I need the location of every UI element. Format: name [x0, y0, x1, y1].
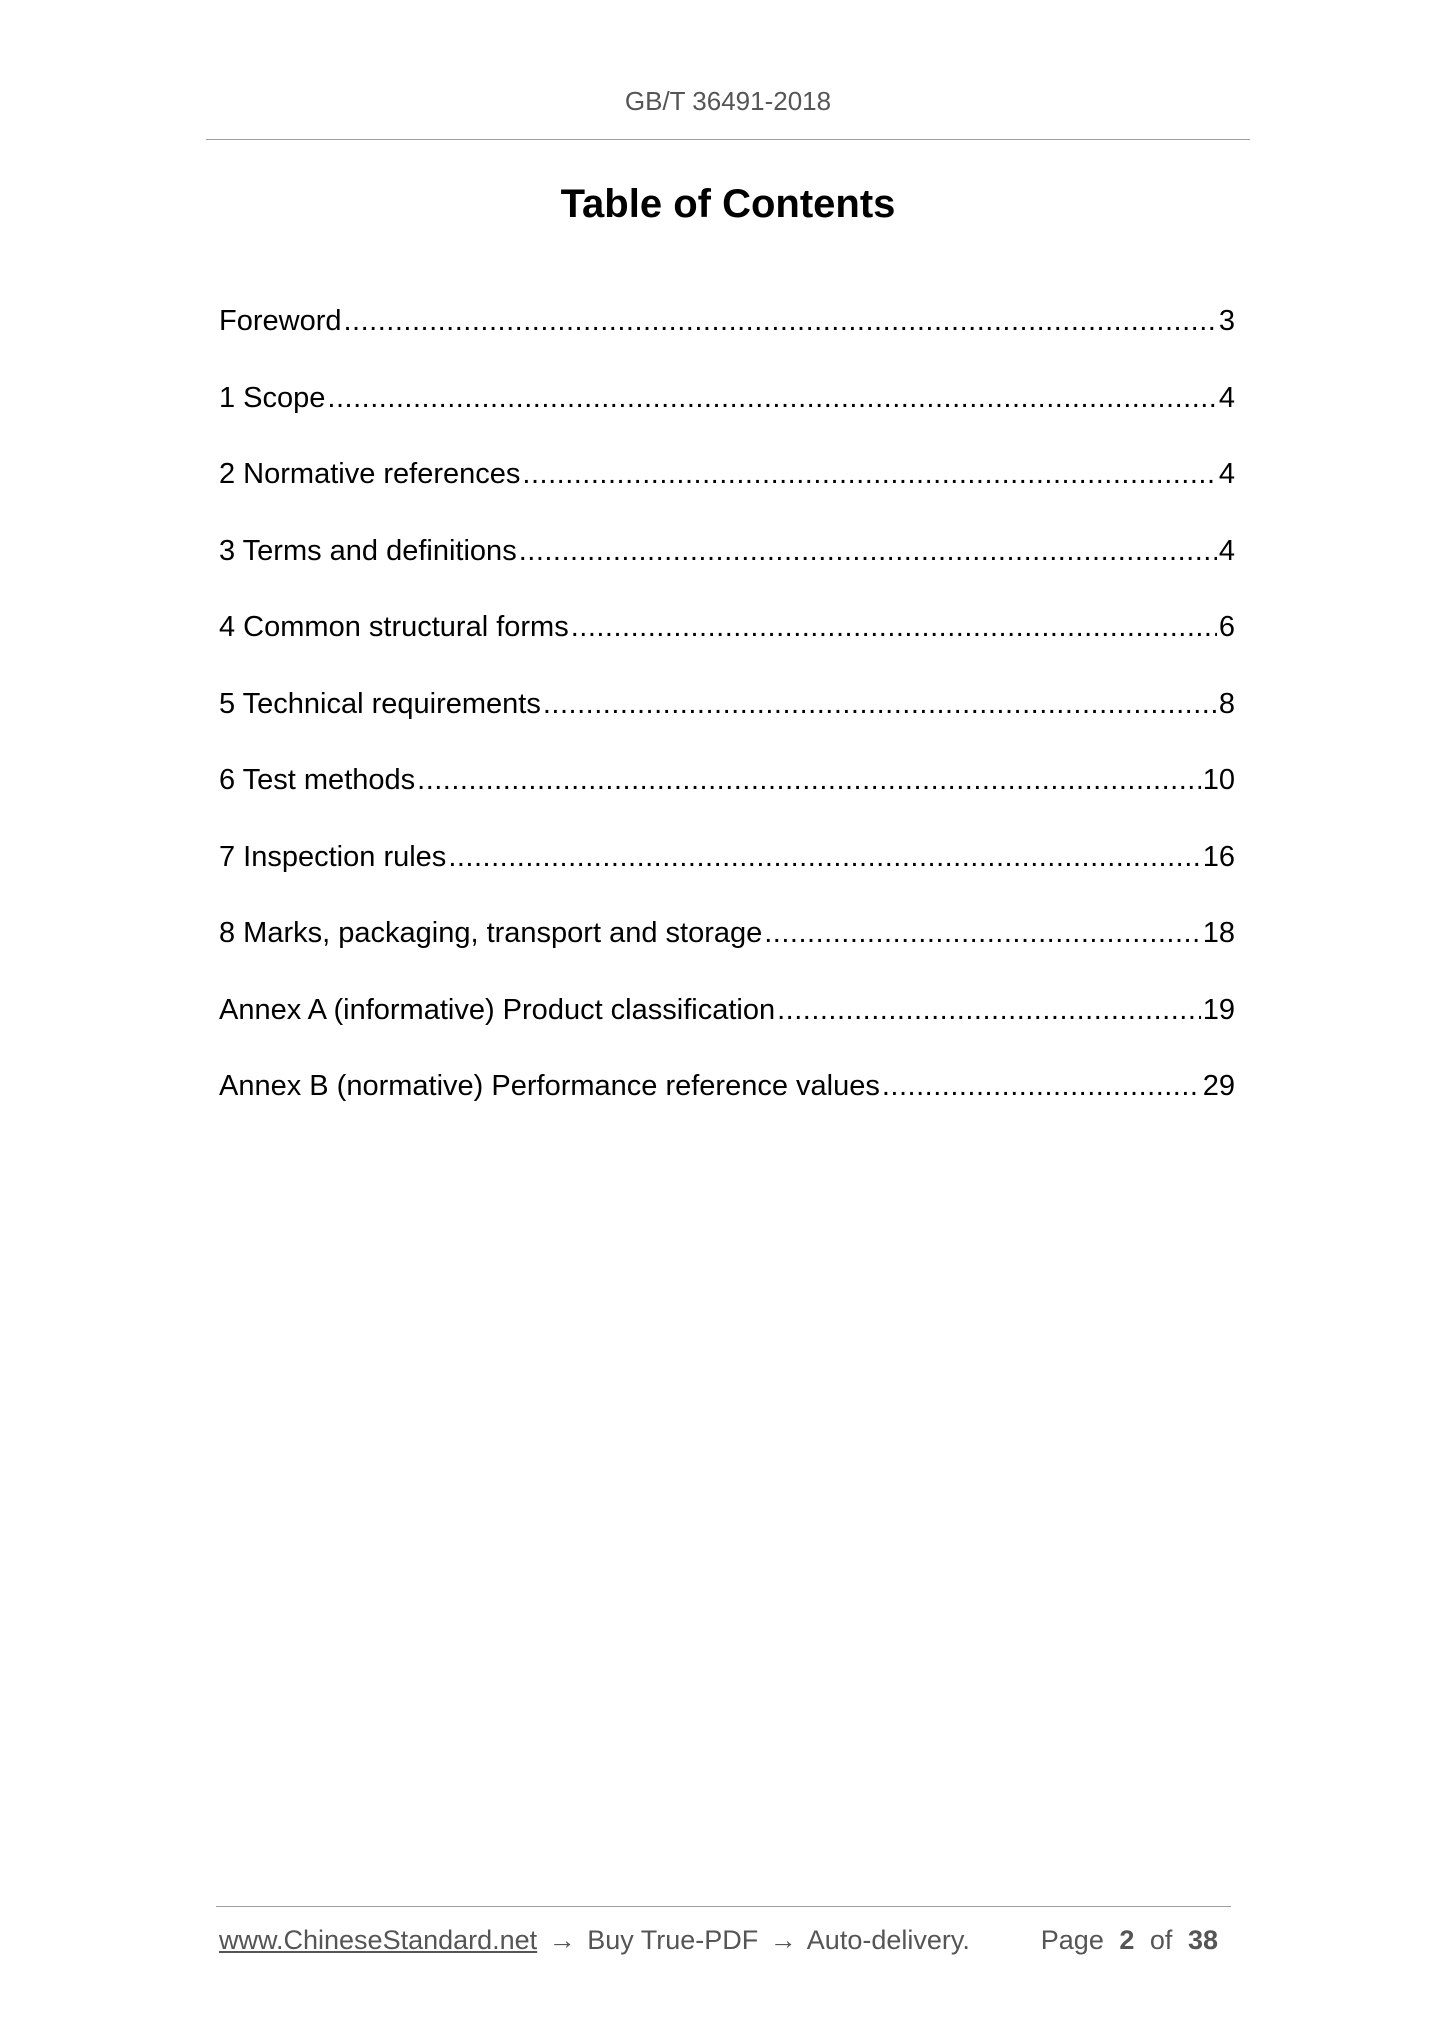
toc-entry-common-structural-forms[interactable]: [219, 611, 1235, 688]
toc-dot-leader: [344, 305, 1217, 338]
toc-entry-page: 19: [1202, 993, 1235, 1026]
toc-list: [219, 305, 1235, 1147]
toc-entry-label: 4 Common structural forms: [219, 611, 569, 643]
footer-promo: [219, 1925, 970, 1956]
toc-entry-label: 2 Normative references: [219, 458, 521, 490]
toc-entry-label: 3 Terms and definitions: [219, 534, 517, 567]
toc-entry-label: Foreword: [219, 305, 342, 337]
header-divider: [206, 139, 1250, 140]
toc-dot-leader: [777, 994, 1201, 1027]
toc-dot-leader: [882, 1070, 1201, 1103]
toc-entry-page: 6: [1218, 611, 1235, 643]
toc-entry-annex-b[interactable]: [219, 1070, 1235, 1147]
toc-entry-page: 10: [1202, 764, 1235, 796]
toc-entry-page: 8: [1218, 687, 1235, 720]
toc-entry-foreword[interactable]: [219, 305, 1235, 382]
toc-entry-page: 4: [1218, 381, 1235, 414]
toc-dot-leader: [448, 841, 1200, 874]
toc-entry-page: 29: [1202, 1070, 1235, 1102]
toc-dot-leader: [764, 917, 1200, 950]
toc-entry-scope[interactable]: [219, 382, 1235, 459]
site-link[interactable]: www.ChineseStandard.net: [219, 1925, 538, 1955]
page-indicator: [1041, 1925, 1226, 1956]
total-pages-number: 38: [1187, 1925, 1218, 1955]
delivery-text: Auto-delivery.: [806, 1925, 970, 1955]
toc-entry-page: 18: [1202, 917, 1235, 949]
toc-dot-leader: [543, 688, 1217, 721]
of-word: of: [1149, 1925, 1173, 1955]
arrow-right-icon: →: [769, 1925, 797, 1955]
buy-text: Buy True-PDF: [587, 1925, 759, 1955]
footer-divider: [216, 1906, 1231, 1907]
toc-dot-leader: [327, 382, 1216, 415]
page-word: Page: [1040, 1925, 1104, 1955]
toc-entry-marks-packaging[interactable]: [219, 917, 1235, 994]
toc-entry-test-methods[interactable]: [219, 764, 1235, 841]
page-footer: [219, 1925, 1226, 1956]
toc-entry-label: 8 Marks, packaging, transport and storage: [219, 917, 763, 949]
toc-entry-label: 1 Scope: [219, 381, 326, 414]
toc-entry-label: Annex B (normative) Performance reference values: [219, 1070, 880, 1102]
toc-entry-label: 5 Technical requirements: [219, 687, 541, 720]
toc-dot-leader: [571, 611, 1217, 644]
toc-entry-normative-references[interactable]: [219, 458, 1235, 535]
toc-entry-terms-and-definitions[interactable]: [219, 535, 1235, 612]
toc-entry-technical-requirements[interactable]: [219, 688, 1235, 765]
toc-entry-annex-a[interactable]: [219, 994, 1235, 1071]
current-page-number: 2: [1119, 1925, 1135, 1955]
toc-dot-leader: [519, 535, 1217, 568]
toc-entry-inspection-rules[interactable]: [219, 841, 1235, 918]
toc-entry-page: 3: [1218, 305, 1235, 337]
toc-entry-label: Annex A (informative) Product classification: [219, 993, 776, 1026]
page-title: Table of Contents: [560, 182, 896, 226]
document-header: GB/T 36491-2018: [624, 86, 832, 116]
toc-entry-page: 16: [1202, 840, 1235, 873]
toc-entry-label: 7 Inspection rules: [219, 840, 447, 873]
toc-entry-label: 6 Test methods: [219, 764, 416, 796]
toc-entry-page: 4: [1218, 534, 1235, 567]
arrow-right-icon: →: [548, 1925, 576, 1955]
toc-entry-page: 4: [1218, 458, 1235, 490]
toc-dot-leader: [417, 764, 1201, 797]
toc-dot-leader: [522, 458, 1216, 491]
